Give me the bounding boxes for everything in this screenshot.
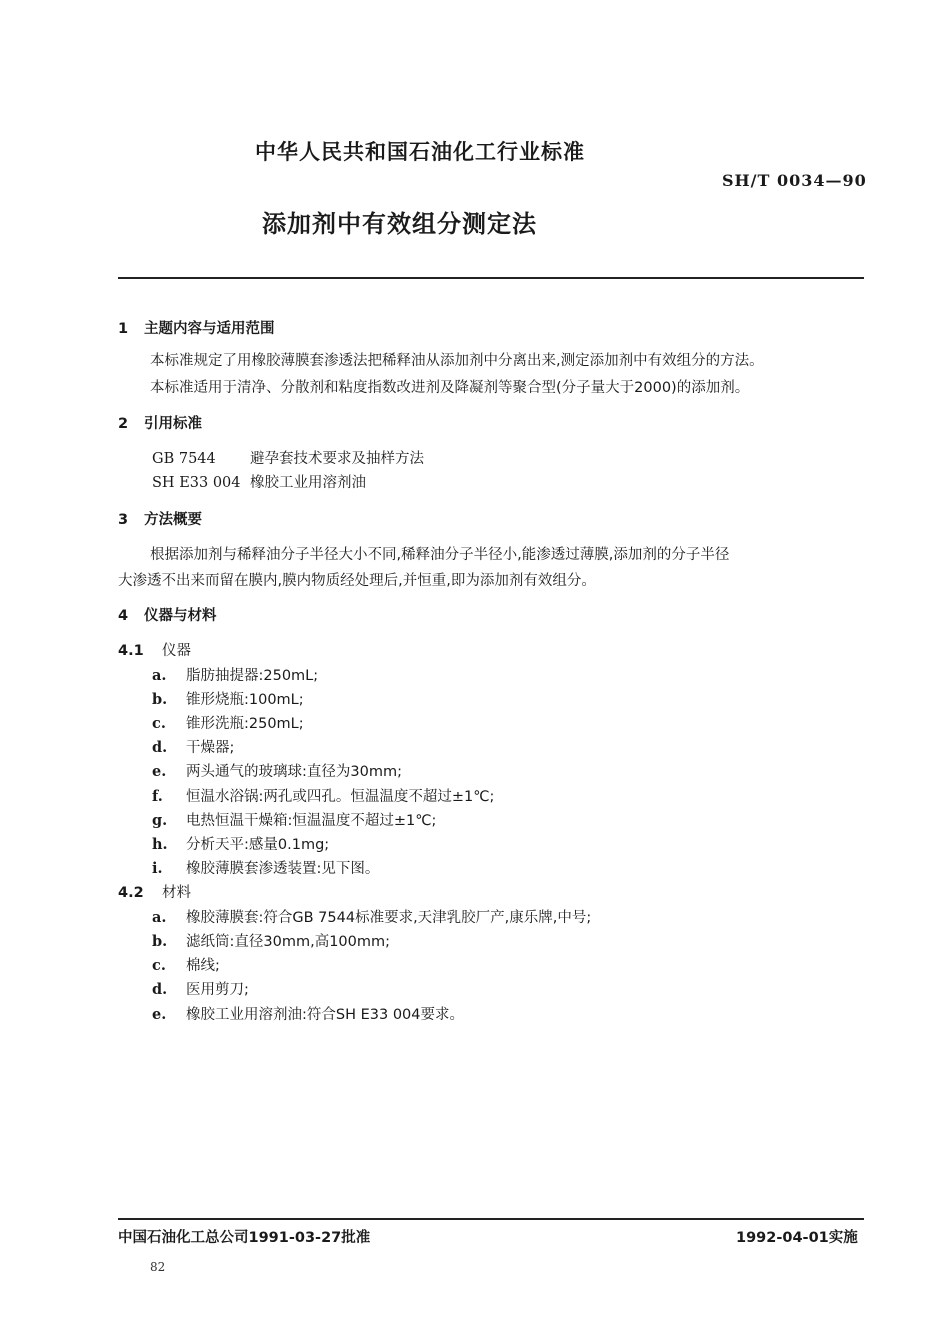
subsection-4-2-heading <box>118 881 191 902</box>
list-item: c. 锥形洗瓶:250mL; <box>152 715 304 732</box>
list-item: a. 脂肪抽提器:250mL; <box>152 667 319 684</box>
header-divider <box>118 277 864 279</box>
list-item: f. 恒温水浴锅:两孔或四孔。恒温温度不超过±1℃; <box>152 788 495 805</box>
section-title: 引用标准 <box>144 416 202 432</box>
list-item: d. 医用剪刀; <box>152 981 249 998</box>
list-item: a. 橡胶薄膜套:符合GB 7544标准要求,天津乳胶厂产,康乐牌,中号; <box>152 909 592 926</box>
section-4-heading <box>118 604 217 625</box>
subsection-4-1-heading <box>118 639 191 660</box>
list-item: g. 电热恒温干燥箱:恒温温度不超过±1℃; <box>152 812 437 829</box>
footer-divider <box>118 1218 864 1220</box>
reference-code: GB 7544 <box>152 451 216 467</box>
section-1-paragraph-2: 本标准适用于清净、分散剂和粘度指数改进剂及降凝剂等聚合型(分子量大于2000)的添加剂。 <box>150 380 750 396</box>
approval-line: 中国石油化工总公司1991-03-27批准 <box>118 1230 371 1246</box>
list-item: e. 橡胶工业用溶剂油:符合SH E33 004要求。 <box>152 1006 464 1023</box>
reference-title: 避孕套技术要求及抽样方法 <box>250 451 424 467</box>
document-title: 添加剂中有效组分测定法 <box>262 210 537 238</box>
section-2-heading <box>118 412 202 433</box>
subsection-number: 4.2 <box>118 885 144 901</box>
page-number: 82 <box>150 1260 166 1274</box>
subsection-title: 材料 <box>162 885 191 901</box>
list-item: b. 滤纸筒:直径30mm,高100mm; <box>152 933 391 950</box>
list-item: d. 干燥器; <box>152 739 235 756</box>
list-item: h. 分析天平:感量0.1mg; <box>152 836 330 853</box>
section-title: 主题内容与适用范围 <box>144 321 275 337</box>
section-number: 4 <box>118 608 129 624</box>
section-title: 仪器与材料 <box>144 608 217 624</box>
standard-code: SH/T 0034—90 <box>722 171 867 190</box>
section-number: 3 <box>118 512 129 528</box>
effective-date: 1992-04-01实施 <box>736 1230 858 1246</box>
list-item: b. 锥形烧瓶:100mL; <box>152 691 304 708</box>
reference-standard <box>152 447 424 468</box>
list-item: e. 两头通气的玻璃球:直径为30mm; <box>152 763 402 780</box>
section-number: 1 <box>118 321 129 337</box>
section-number: 2 <box>118 416 129 432</box>
subsection-title: 仪器 <box>162 643 191 659</box>
reference-code: SH E33 004 <box>152 475 241 491</box>
reference-title: 橡胶工业用溶剂油 <box>250 475 366 491</box>
section-1-paragraph-1: 本标准规定了用橡胶薄膜套渗透法把稀释油从添加剂中分离出来,测定添加剂中有效组分的方法。 <box>150 353 764 369</box>
list-item: i. 橡胶薄膜套渗透装置:见下图。 <box>152 860 380 877</box>
list-item: c. 棉线; <box>152 957 220 974</box>
section-title: 方法概要 <box>144 512 202 528</box>
section-3-paragraph-line-1: 根据添加剂与稀释油分子半径大小不同,稀释油分子半径小,能渗透过薄膜,添加剂的分子半径 <box>150 547 730 563</box>
standard-category-title: 中华人民共和国石油化工行业标准 <box>255 140 585 164</box>
reference-standard <box>152 471 366 492</box>
section-1-heading <box>118 317 275 338</box>
section-3-heading <box>118 508 202 529</box>
section-3-paragraph-line-2: 大渗透不出来而留在膜内,膜内物质经处理后,并恒重,即为添加剂有效组分。 <box>118 573 596 589</box>
subsection-number: 4.1 <box>118 643 144 659</box>
